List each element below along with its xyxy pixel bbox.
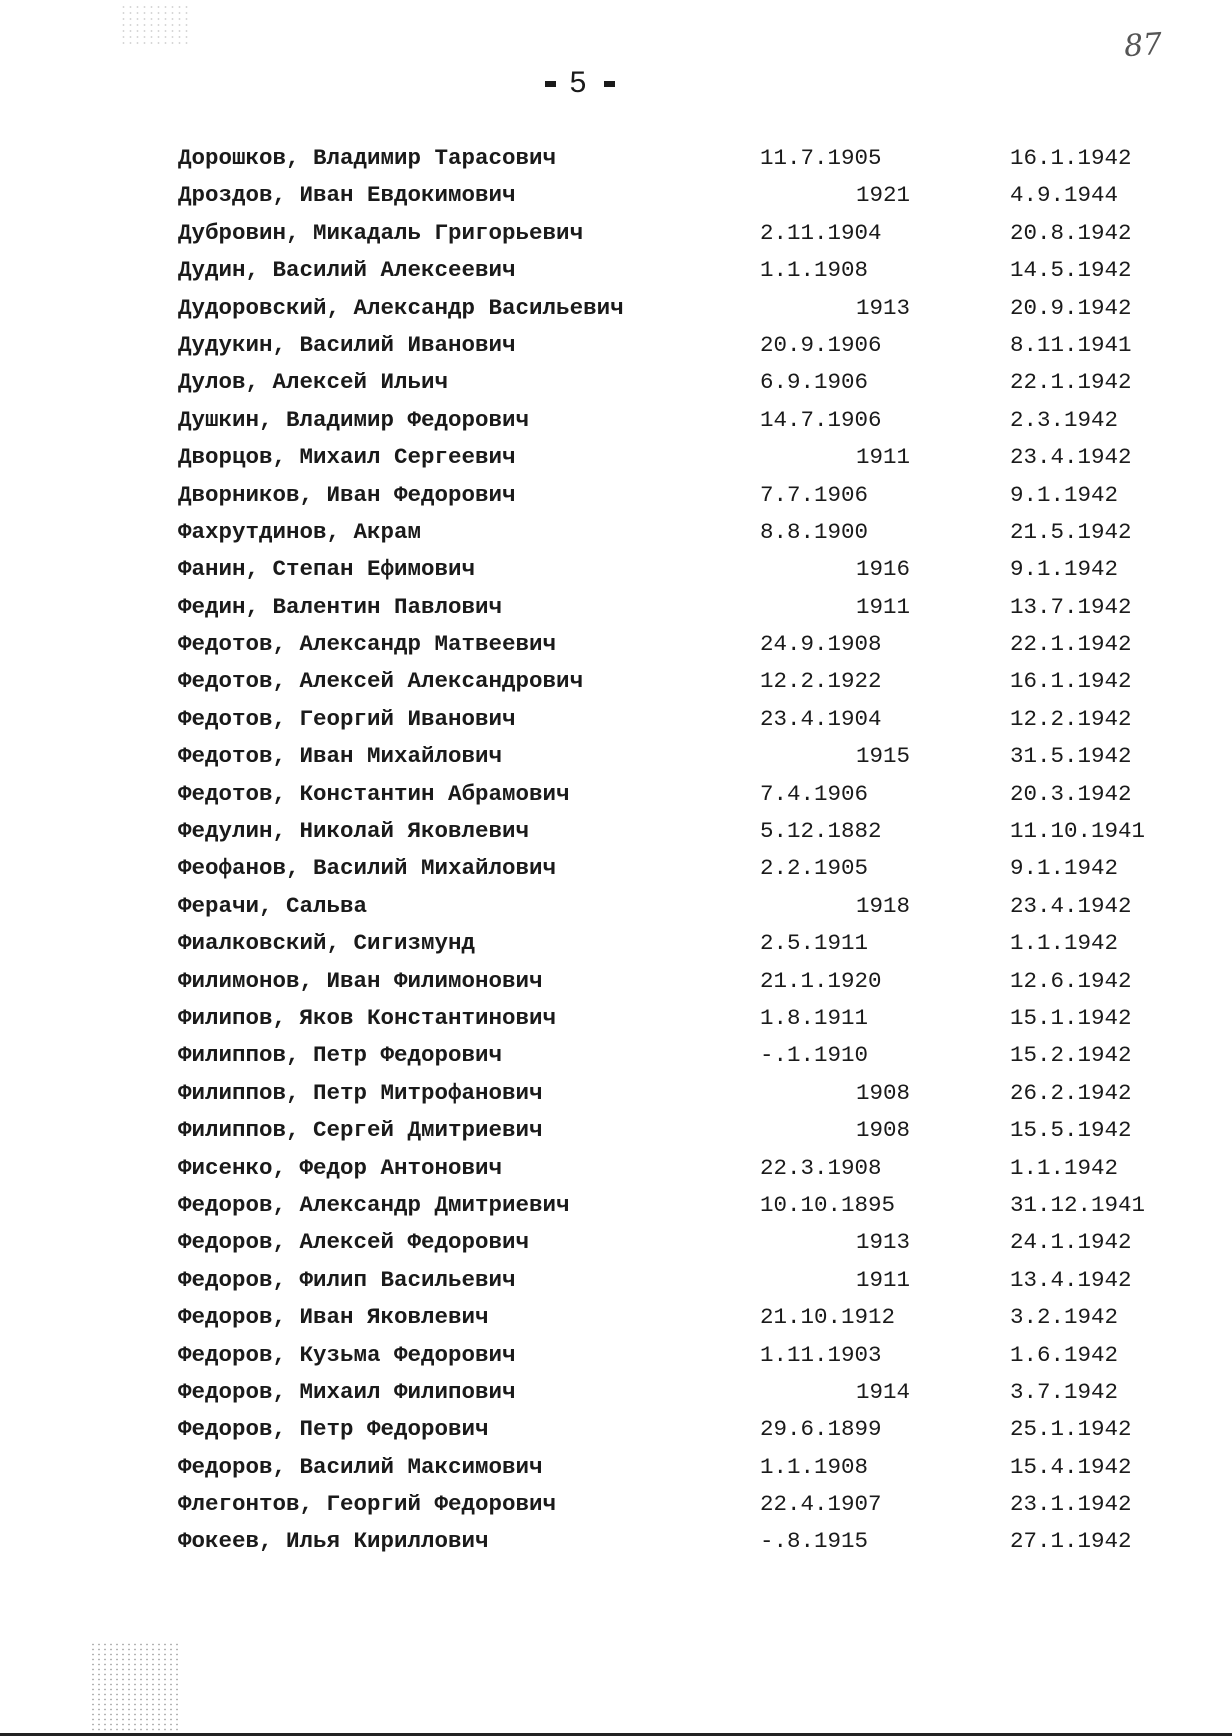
birth-date: -.8.1915 <box>760 1528 869 1555</box>
birth-date: 1908 <box>855 1117 910 1144</box>
death-date: 25.1.1942 <box>1010 1416 1132 1443</box>
birth-date: 1908 <box>855 1079 910 1106</box>
birth-date: 1921 <box>855 182 910 209</box>
person-name: Федоров, Филип Васильевич <box>178 1266 516 1293</box>
record-row <box>0 252 1232 289</box>
person-name: Федоров, Петр Федорович <box>178 1416 489 1443</box>
death-date: 15.2.1942 <box>1010 1042 1132 1069</box>
person-name: Дудоровский, Александр Васильевич <box>178 294 624 321</box>
record-row <box>0 551 1232 588</box>
death-date: 20.8.1942 <box>1010 219 1132 246</box>
birth-date: 5.12.1882 <box>760 818 882 845</box>
death-date: 1.6.1942 <box>1010 1341 1119 1368</box>
person-name: Филиппов, Петр Федорович <box>178 1042 503 1069</box>
person-name: Федоров, Иван Яковлевич <box>178 1304 489 1331</box>
record-row <box>0 589 1232 626</box>
birth-date: 24.9.1908 <box>760 631 882 658</box>
page-number-value: 5 <box>569 66 591 99</box>
record-row <box>0 402 1232 439</box>
person-name: Душкин, Владимир Федорович <box>178 406 530 433</box>
death-date: 11.10.1941 <box>1010 818 1146 845</box>
record-row <box>0 1000 1232 1037</box>
death-date: 13.7.1942 <box>1010 593 1132 620</box>
death-date: 9.1.1942 <box>1010 855 1119 882</box>
birth-date: 22.4.1907 <box>760 1491 882 1518</box>
page-number <box>520 66 640 100</box>
person-name: Федотов, Алексей Александрович <box>178 668 584 695</box>
scan-noise <box>90 1642 180 1732</box>
death-date: 2.3.1942 <box>1010 406 1119 433</box>
archive-sheet-number: 87 <box>1122 26 1164 65</box>
person-name: Дроздов, Иван Евдокимович <box>178 182 516 209</box>
birth-date: 1918 <box>855 892 910 919</box>
person-name: Федоров, Кузьма Федорович <box>178 1341 516 1368</box>
record-row <box>0 850 1232 887</box>
record-row <box>0 813 1232 850</box>
record-row <box>0 1075 1232 1112</box>
death-date: 15.5.1942 <box>1010 1117 1132 1144</box>
person-name: Федотов, Иван Михайлович <box>178 743 503 770</box>
birth-date: 1914 <box>855 1378 910 1405</box>
birth-date: 11.7.1905 <box>760 145 882 171</box>
person-name: Федулин, Николай Яковлевич <box>178 818 530 845</box>
record-row <box>0 776 1232 813</box>
death-date: 27.1.1942 <box>1010 1528 1132 1555</box>
birth-date: 21.1.1920 <box>760 967 882 994</box>
birth-date: 1911 <box>855 444 910 471</box>
death-date: 23.1.1942 <box>1010 1491 1132 1518</box>
person-name: Дудукин, Василий Иванович <box>178 331 516 358</box>
birth-date: 1.8.1911 <box>760 1004 869 1031</box>
death-date: 12.6.1942 <box>1010 967 1132 994</box>
record-row <box>0 477 1232 514</box>
record-row <box>0 1224 1232 1261</box>
death-date: 13.4.1942 <box>1010 1266 1132 1293</box>
death-date: 23.4.1942 <box>1010 444 1132 471</box>
record-row <box>0 1523 1232 1560</box>
person-name: Дворцов, Михаил Сергеевич <box>178 444 516 471</box>
person-name: Фисенко, Федор Антонович <box>178 1154 503 1181</box>
death-date: 20.3.1942 <box>1010 780 1132 807</box>
record-row <box>0 888 1232 925</box>
person-name: Федотов, Александр Матвеевич <box>178 631 557 658</box>
record-row <box>0 963 1232 1000</box>
record-row <box>0 514 1232 551</box>
birth-date: 2.2.1905 <box>760 855 869 882</box>
birth-date: 2.5.1911 <box>760 930 869 957</box>
record-row <box>0 215 1232 252</box>
birth-date: 21.10.1912 <box>760 1304 896 1331</box>
person-name: Фанин, Степан Ефимович <box>178 556 476 583</box>
page-number-dash-right <box>604 81 615 87</box>
birth-date: 29.6.1899 <box>760 1416 882 1443</box>
death-date: 20.9.1942 <box>1010 294 1132 321</box>
record-row <box>0 1037 1232 1074</box>
birth-date: 8.8.1900 <box>760 518 869 545</box>
person-name: Федин, Валентин Павлович <box>178 593 503 620</box>
death-date: 1.1.1942 <box>1010 930 1119 957</box>
record-row <box>0 364 1232 401</box>
death-date: 15.4.1942 <box>1010 1453 1132 1480</box>
birth-date: 1913 <box>855 1229 910 1256</box>
birth-date: 1911 <box>855 593 910 620</box>
record-row <box>0 1262 1232 1299</box>
person-name: Дулов, Алексей Ильич <box>178 369 449 396</box>
death-date: 9.1.1942 <box>1010 481 1119 508</box>
death-date: 16.1.1942 <box>1010 668 1132 695</box>
birth-date: -.1.1910 <box>760 1042 869 1069</box>
record-row <box>0 1374 1232 1411</box>
record-row <box>0 177 1232 214</box>
record-row <box>0 701 1232 738</box>
birth-date: 12.2.1922 <box>760 668 882 695</box>
record-row <box>0 290 1232 327</box>
birth-date: 1.11.1903 <box>760 1341 882 1368</box>
death-date: 31.5.1942 <box>1010 743 1132 770</box>
person-name: Дудин, Василий Алексеевич <box>178 257 516 284</box>
person-name: Филиппов, Сергей Дмитриевич <box>178 1117 543 1144</box>
person-name: Федоров, Михаил Филипович <box>178 1378 516 1405</box>
record-row <box>0 1337 1232 1374</box>
death-date: 14.5.1942 <box>1010 257 1132 284</box>
person-name: Федотов, Константин Абрамович <box>178 780 570 807</box>
person-name: Филимонов, Иван Филимонович <box>178 967 543 994</box>
record-row <box>0 738 1232 775</box>
record-row <box>0 1187 1232 1224</box>
death-date: 31.12.1941 <box>1010 1191 1146 1218</box>
death-date: 1.1.1942 <box>1010 1154 1119 1181</box>
death-date: 21.5.1942 <box>1010 518 1132 545</box>
death-date: 26.2.1942 <box>1010 1079 1132 1106</box>
birth-date: 1911 <box>855 1266 910 1293</box>
scan-noise <box>120 4 190 44</box>
person-name: Фокеев, Илья Кириллович <box>178 1528 489 1555</box>
birth-date: 1913 <box>855 294 910 321</box>
birth-date: 22.3.1908 <box>760 1154 882 1181</box>
record-row <box>0 439 1232 476</box>
birth-date: 23.4.1904 <box>760 705 882 732</box>
death-date: 9.1.1942 <box>1010 556 1119 583</box>
record-row <box>0 327 1232 364</box>
birth-date: 14.7.1906 <box>760 406 882 433</box>
person-name: Филиппов, Петр Митрофанович <box>178 1079 543 1106</box>
birth-date: 1916 <box>855 556 910 583</box>
person-name: Фиалковский, Сигизмунд <box>178 930 476 957</box>
person-name: Федоров, Василий Максимович <box>178 1453 543 1480</box>
record-row <box>0 1150 1232 1187</box>
person-name: Дубровин, Микадаль Григорьевич <box>178 219 584 246</box>
record-row <box>0 1411 1232 1448</box>
birth-date: 6.9.1906 <box>760 369 869 396</box>
birth-date: 2.11.1904 <box>760 219 882 246</box>
record-row <box>0 1449 1232 1486</box>
death-date: 24.1.1942 <box>1010 1229 1132 1256</box>
death-date: 8.11.1941 <box>1010 331 1132 358</box>
death-date: 12.2.1942 <box>1010 705 1132 732</box>
page-number-dash-left <box>545 81 556 87</box>
records-list <box>0 140 1232 1561</box>
record-row <box>0 1112 1232 1149</box>
birth-date: 20.9.1906 <box>760 331 882 358</box>
birth-date: 7.4.1906 <box>760 780 869 807</box>
person-name: Филипов, Яков Константинович <box>178 1004 557 1031</box>
death-date: 22.1.1942 <box>1010 631 1132 658</box>
record-row <box>0 663 1232 700</box>
person-name: Флегонтов, Георгий Федорович <box>178 1491 557 1518</box>
record-row <box>0 626 1232 663</box>
birth-date: 1.1.1908 <box>760 1453 869 1480</box>
death-date: 23.4.1942 <box>1010 892 1132 919</box>
person-name: Дорошков, Владимир Тарасович <box>178 145 557 171</box>
death-date: 3.7.1942 <box>1010 1378 1119 1405</box>
person-name: Фахрутдинов, Акрам <box>178 518 422 545</box>
person-name: Феофанов, Василий Михайлович <box>178 855 557 882</box>
death-date: 22.1.1942 <box>1010 369 1132 396</box>
record-row <box>0 925 1232 962</box>
birth-date: 1915 <box>855 743 910 770</box>
birth-date: 10.10.1895 <box>760 1191 896 1218</box>
person-name: Федоров, Александр Дмитриевич <box>178 1191 570 1218</box>
person-name: Федотов, Георгий Иванович <box>178 705 516 732</box>
record-row <box>0 140 1232 177</box>
record-row <box>0 1486 1232 1523</box>
death-date: 4.9.1944 <box>1010 182 1119 209</box>
record-row <box>0 1299 1232 1336</box>
birth-date: 7.7.1906 <box>760 481 869 508</box>
person-name: Федоров, Алексей Федорович <box>178 1229 530 1256</box>
birth-date: 1.1.1908 <box>760 257 869 284</box>
death-date: 15.1.1942 <box>1010 1004 1132 1031</box>
death-date: 16.1.1942 <box>1010 145 1132 171</box>
person-name: Дворников, Иван Федорович <box>178 481 516 508</box>
death-date: 3.2.1942 <box>1010 1304 1119 1331</box>
person-name: Ферачи, Сальва <box>178 892 368 919</box>
